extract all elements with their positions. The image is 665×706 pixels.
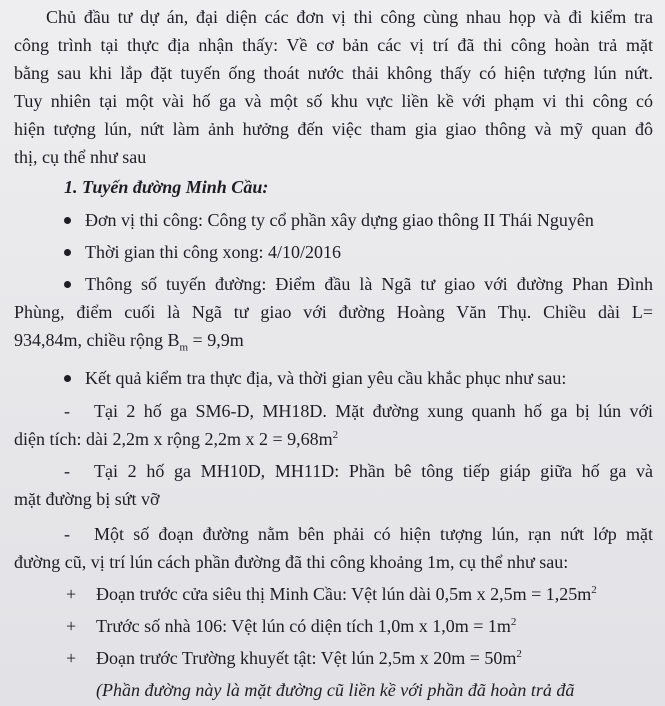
plus-item-3	[66, 645, 653, 671]
superscript-2: 2	[332, 429, 339, 441]
bullet-icon	[64, 249, 71, 256]
bullet-params-line-3	[14, 327, 653, 353]
note-line: (Phần đường này là mặt đường cũ liền kề với phần đã hoàn trả đã	[96, 680, 575, 700]
intro-line-6: thị, cụ thể như sau	[14, 147, 147, 167]
plus-mark: +	[66, 584, 77, 604]
dash-mark: -	[64, 461, 70, 481]
superscript-2: 2	[516, 648, 522, 660]
dash-mark: -	[64, 524, 70, 544]
item-mh10d-line-2: mặt đường bị sứt vỡ	[14, 489, 160, 509]
item-sm6d-area: diện tích: dài 2,2m x rộng 2,2m x 2 = 9,68m	[14, 429, 333, 449]
params-width-value: = 9,9m	[188, 330, 244, 350]
item-road-text: Một số đoạn đường nằm bên phải có hiện tượng lún, rạn nứt lớp mặt	[94, 524, 653, 544]
plus-item-2-text: Trước số nhà 106: Vệt lún có diện tích 1,0m x 1,0m = 1m	[96, 616, 511, 636]
item-road-line-2: đường cũ, vị trí lún cách phần đường đã thi công khoảng 1m, cụ thể như sau:	[14, 552, 569, 572]
plus-item-1-text: Đoạn trước cửa siêu thị Minh Cầu: Vệt lún dài 0,5m x 2,5m = 1,25m	[96, 584, 592, 604]
item-mh10d-text: Tại 2 hố ga MH10D, MH11D: Phần bê tông tiếp giáp giữa hố ga và	[94, 461, 653, 481]
item-sm6d-line-1	[64, 398, 653, 424]
bullet-icon	[64, 281, 71, 288]
superscript-2: 2	[591, 584, 597, 596]
plus-item-1	[66, 581, 653, 607]
bullet-contractor-text: Đơn vị thi công: Công ty cổ phần xây dựng giao thông II Thái Nguyên	[85, 210, 594, 230]
bullet-params-text-1: Thông số tuyến đường: Điểm đầu là Ngã tư giao với đường Phan Đình	[85, 274, 653, 294]
plus-mark: +	[66, 648, 77, 668]
bullet-completion-text: Thời gian thi công xong: 4/10/2016	[85, 242, 341, 262]
item-sm6d-line-2	[14, 426, 653, 452]
dash-mark: -	[64, 401, 70, 421]
plus-item-2	[66, 613, 653, 639]
bullet-contractor	[64, 207, 653, 233]
params-width-label: 934,84m, chiều rộng B	[14, 330, 180, 350]
bullet-completion	[64, 239, 653, 265]
item-road-line-1	[64, 521, 653, 547]
bullet-params-line-2: Phùng, điểm cuối là Ngã tư giao với đường Hoàng Văn Thụ. Chiều dài L=	[14, 302, 653, 322]
plus-mark: +	[66, 616, 77, 636]
superscript-2: 2	[510, 616, 517, 628]
intro-line-2: công trình tại thực địa nhận thấy: Về cơ bản các vị trí đã thi công hoàn trả mặt	[14, 35, 653, 55]
intro-line-1: Chủ đầu tư dự án, đại diện các đơn vị thi công cùng nhau họp và đi kiểm tra	[46, 7, 653, 27]
bullet-params-line-1	[64, 271, 653, 297]
plus-item-3-text: Đoạn trước Trường khuyết tật: Vệt lún 2,5m x 20m = 50m	[96, 648, 517, 668]
intro-line-5: hiện tượng lún, nứt làm ảnh hưởng đến việc tham gia giao thông và mỹ quan đô	[14, 119, 653, 139]
intro-line-4: Tuy nhiên tại một vài hố ga và một số khu vực liền kề với phạm vi thi công có	[14, 91, 653, 111]
bullet-results	[64, 365, 653, 391]
bullet-results-text: Kết quả kiểm tra thực địa, và thời gian yêu cầu khắc phục như sau:	[85, 368, 567, 388]
intro-line-3: bằng sau khi lắp đặt tuyến ống thoát nước thải không thấy có hiện tượng lún nứt.	[14, 63, 653, 83]
item-sm6d-text: Tại 2 hố ga SM6-D, MH18D. Mặt đường xung quanh hố ga bị lún với	[94, 401, 653, 421]
section-title: 1. Tuyến đường Minh Cầu:	[64, 177, 269, 197]
item-mh10d-line-1	[64, 458, 653, 484]
params-width-sub: m	[179, 341, 189, 354]
bullet-icon	[64, 375, 71, 382]
bullet-icon	[64, 217, 71, 224]
